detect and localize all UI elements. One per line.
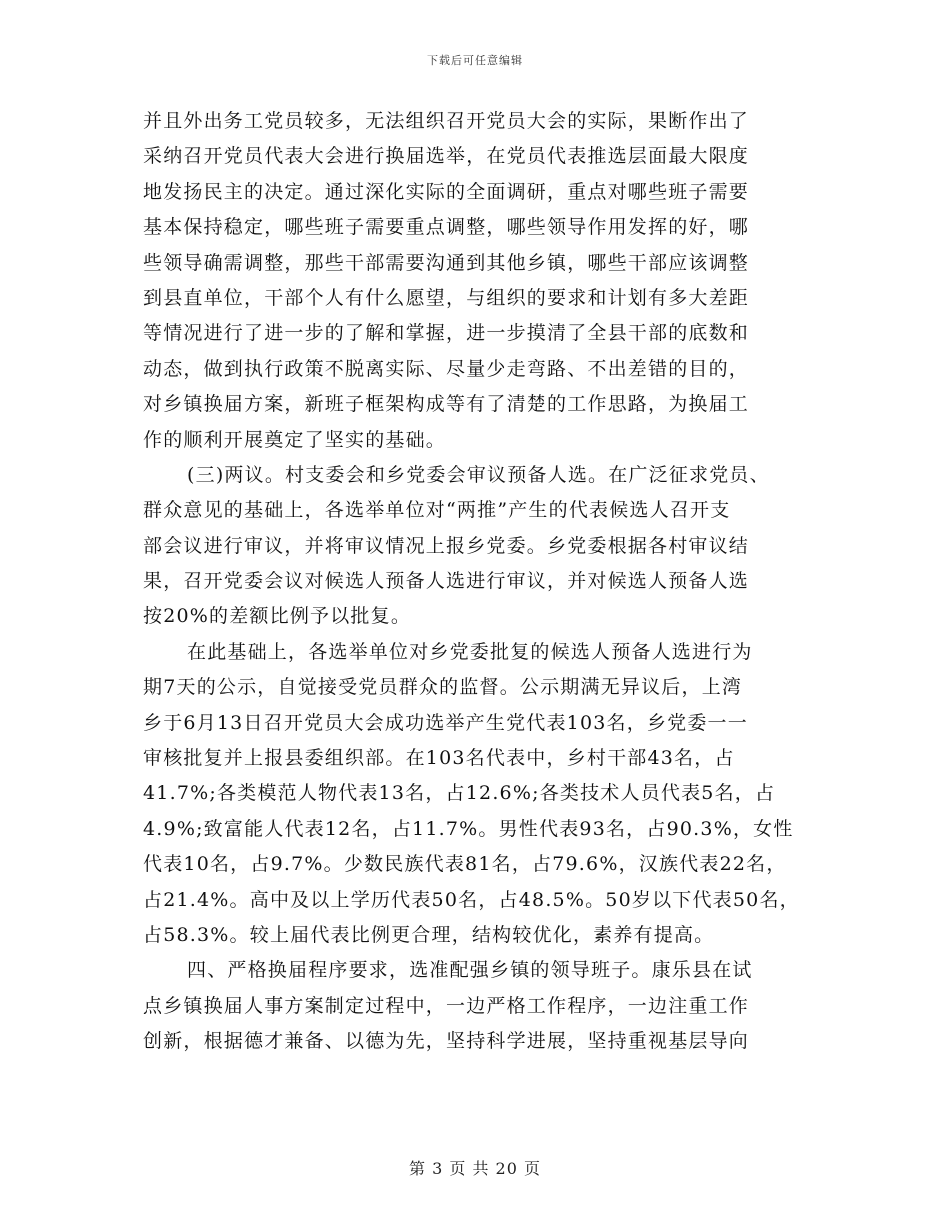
body-line: 按20%的差额比例予以批复。 xyxy=(143,605,412,628)
paragraph-start-line: 四、严格换届程序要求，选准配强乡镇的领导班子。康乐县在试 xyxy=(187,959,753,982)
body-line: 部会议进行审议，并将审议情况上报乡党委。乡党委根据各村审议结 xyxy=(143,534,750,557)
document-body xyxy=(143,104,813,1060)
body-line: 点乡镇换届人事方案制定过程中，一边严格工作程序，一边注重工作 xyxy=(143,994,750,1017)
body-line: 审核批复并上报县委组织部。在103名代表中，乡村干部43名，占 xyxy=(143,747,735,770)
body-line: 41.7%;各类模范人物代表13名，占12.6%;各类技术人员代表5名，占 xyxy=(143,782,776,805)
body-line: 并且外出务工党员较多，无法组织召开党员大会的实际，果断作出了 xyxy=(143,110,750,132)
body-line: 采纳召开党员代表大会进行换届选举，在党员代表推选层面最大限度 xyxy=(143,145,750,168)
body-line: 到县直单位，干部个人有什么愿望，与组织的要求和计划有多大差距 xyxy=(143,286,750,309)
body-line: 群众意见的基础上，各选举单位对“两推”产生的代表候选人召开支 xyxy=(143,499,731,522)
page-number-footer: 第 3 页 共 20 页 xyxy=(409,1159,541,1178)
body-line: 果，召开党委会议对候选人预备人选进行审议，并对候选人预备人选 xyxy=(143,570,750,593)
body-line: 地发扬民主的决定。通过深化实际的全面调研，重点对哪些班子需要 xyxy=(143,180,750,203)
body-line: 些领导确需调整，那些干部需要沟通到其他乡镇，哪些干部应该调整 xyxy=(143,251,750,274)
body-line: 占58.3%。较上届代表比例更合理，结构较优化，素养有提高。 xyxy=(143,923,715,946)
paragraph-start-line: 在此基础上，各选举单位对乡党委批复的候选人预备人选进行为 xyxy=(187,640,753,663)
body-line: 动态，做到执行政策不脱离实际、尽量少走弯路、不出差错的目的， xyxy=(143,357,750,380)
body-line: 基本保持稳定，哪些班子需要重点调整，哪些领导作用发挥的好，哪 xyxy=(143,216,750,239)
body-line: 期7天的公示，自觉接受党员群众的监督。公示期满无异议后，上湾 xyxy=(143,676,743,699)
body-line: 等情况进行了进一步的了解和掌握，进一步摸清了全县干部的底数和 xyxy=(143,322,750,345)
paragraph-start-line: (三)两议。村支委会和乡党委会审议预备人选。在广泛征求党员、 xyxy=(187,463,770,486)
page-header: 下载后可任意编辑 xyxy=(427,54,523,67)
body-line: 创新，根据德才兼备、以德为先，坚持科学进展，坚持重视基层导向 xyxy=(143,1030,750,1053)
body-line: 4.9%;致富能人代表12名，占11.7%。男性代表93名，占90.3%，女性 xyxy=(143,817,794,840)
body-line: 对乡镇换届方案，新班子框架构成等有了清楚的工作思路，为换届工 xyxy=(143,393,750,416)
body-line: 占21.4%。高中及以上学历代表50名，占48.5%。50岁以下代表50名， xyxy=(143,888,800,911)
body-line: 作的顺利开展奠定了坚实的基础。 xyxy=(143,428,447,451)
body-line: 乡于6月13日召开党员大会成功选举产生党代表103名，乡党委一一 xyxy=(143,711,748,734)
body-line: 代表10名，占9.7%。少数民族代表81名，占79.6%，汉族代表22名， xyxy=(143,853,787,876)
